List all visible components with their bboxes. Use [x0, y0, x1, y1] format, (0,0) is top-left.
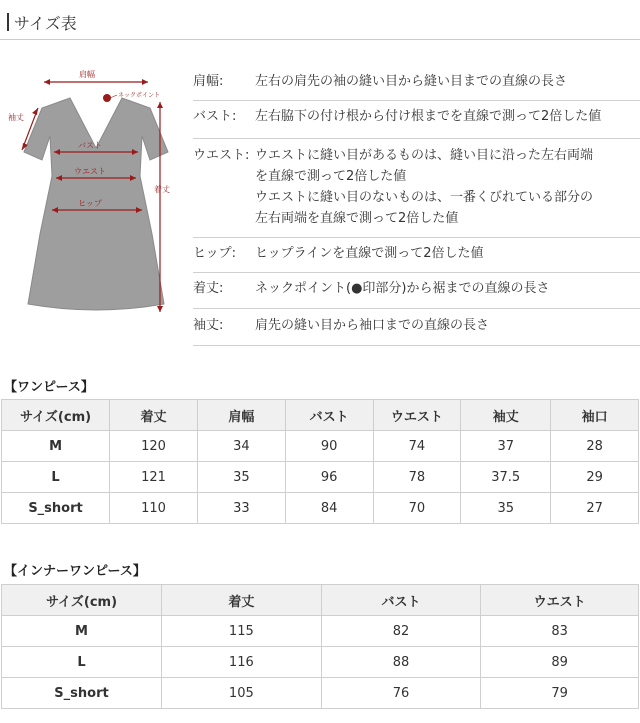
size-label-cell: L — [2, 647, 162, 678]
size-label-cell: S_short — [2, 678, 162, 709]
table-cell: 79 — [481, 678, 639, 709]
table-cell: 82 — [321, 616, 481, 647]
table-cell: 89 — [481, 647, 639, 678]
definition-line: 肩先の縫い目から袖口までの直線の長さ — [255, 318, 490, 333]
inner-size-table — [1, 584, 639, 709]
table-cell: 96 — [285, 462, 373, 493]
table-cell: 35 — [197, 462, 285, 493]
column-header: サイズ(cm) — [2, 400, 110, 431]
table-cell: 84 — [285, 493, 373, 524]
table-cell: 88 — [321, 647, 481, 678]
size-label-cell: L — [2, 462, 110, 493]
definition-row — [193, 273, 640, 309]
definition-row — [193, 139, 640, 238]
title-accent-bar — [7, 13, 9, 31]
column-header: バスト — [285, 400, 373, 431]
table-row — [2, 616, 639, 647]
definition-term: 肩幅: — [193, 74, 224, 89]
table-cell: 37 — [461, 431, 551, 462]
definition-line: ネックポイント(●印部分)から裾までの直線の長さ — [255, 281, 550, 296]
measurement-definitions — [193, 66, 640, 346]
definition-term: ヒップ: — [193, 246, 236, 261]
table-cell: 74 — [373, 431, 461, 462]
table-cell: 120 — [110, 431, 198, 462]
table-cell: 37.5 — [461, 462, 551, 493]
definition-line: ヒップラインを直線で測って2倍した値 — [255, 246, 484, 261]
table-cell: 70 — [373, 493, 461, 524]
label-sleeve: 袖丈 — [8, 113, 24, 122]
definition-term: バスト: — [193, 109, 237, 124]
onepiece-size-table — [1, 399, 639, 524]
table-cell: 105 — [161, 678, 321, 709]
definition-line: を直線で測って2倍した値 — [255, 169, 407, 184]
definition-line: 左右脇下の付け根から付け根までを直線で測って2倍した値 — [255, 109, 602, 124]
table-cell: 33 — [197, 493, 285, 524]
label-length: 着丈 — [154, 185, 170, 194]
column-header: サイズ(cm) — [2, 585, 162, 616]
page-title: サイズ表 — [14, 14, 77, 33]
definition-line: ウエストに縫い目のないものは、一番くびれている部分の — [255, 190, 594, 205]
dress-measurement-diagram — [4, 64, 184, 324]
definition-term: 着丈: — [193, 281, 224, 296]
label-shoulder: 肩幅 — [79, 70, 95, 79]
definition-term: ウエスト: — [193, 148, 250, 163]
table-cell: 110 — [110, 493, 198, 524]
table-cell: 78 — [373, 462, 461, 493]
definition-text — [255, 315, 489, 336]
table-row — [2, 678, 639, 709]
definition-text — [255, 145, 593, 229]
label-bust: バスト — [78, 141, 102, 150]
definition-text — [255, 106, 601, 127]
definition-line: ウエストに縫い目があるものは、縫い目に沿った左右両端 — [255, 148, 594, 163]
definition-term: 袖丈: — [193, 318, 224, 333]
column-header: バスト — [321, 585, 481, 616]
definition-row — [193, 66, 640, 101]
table-row — [2, 462, 639, 493]
column-header: 肩幅 — [197, 400, 285, 431]
label-hip: ヒップ — [78, 199, 102, 208]
label-neck-point: ネックポイント — [118, 92, 161, 99]
table-cell: 28 — [551, 431, 639, 462]
definition-row — [193, 238, 640, 273]
table-cell: 115 — [161, 616, 321, 647]
table-cell: 34 — [197, 431, 285, 462]
table-cell: 83 — [481, 616, 639, 647]
label-waist: ウエスト — [74, 167, 106, 176]
definition-text — [255, 71, 567, 92]
definition-row — [193, 309, 640, 346]
table-cell: 27 — [551, 493, 639, 524]
table-row — [2, 647, 639, 678]
table-cell: 121 — [110, 462, 198, 493]
column-header: 袖口 — [551, 400, 639, 431]
neck-point-dot — [103, 94, 111, 102]
table-cell: 35 — [461, 493, 551, 524]
column-header: 着丈 — [161, 585, 321, 616]
definition-line: 左右両端を直線で測って2倍した値 — [255, 211, 459, 226]
table-cell: 76 — [321, 678, 481, 709]
definition-text — [255, 278, 550, 299]
definition-text — [255, 243, 484, 264]
table-row — [2, 493, 639, 524]
column-header: ウエスト — [481, 585, 639, 616]
size-label-cell: M — [2, 616, 162, 647]
table-cell: 29 — [551, 462, 639, 493]
definition-line: 左右の肩先の袖の縫い目から縫い目までの直線の長さ — [255, 74, 568, 89]
size-label-cell: M — [2, 431, 110, 462]
inner-section-title: 【インナーワンピース】 — [4, 564, 146, 579]
table-cell: 90 — [285, 431, 373, 462]
column-header: ウエスト — [373, 400, 461, 431]
column-header: 着丈 — [110, 400, 198, 431]
table-cell: 116 — [161, 647, 321, 678]
table-row — [2, 431, 639, 462]
onepiece-section-title: 【ワンピース】 — [4, 380, 94, 395]
size-label-cell: S_short — [2, 493, 110, 524]
page-header — [0, 0, 640, 40]
definition-row — [193, 101, 640, 139]
column-header: 袖丈 — [461, 400, 551, 431]
